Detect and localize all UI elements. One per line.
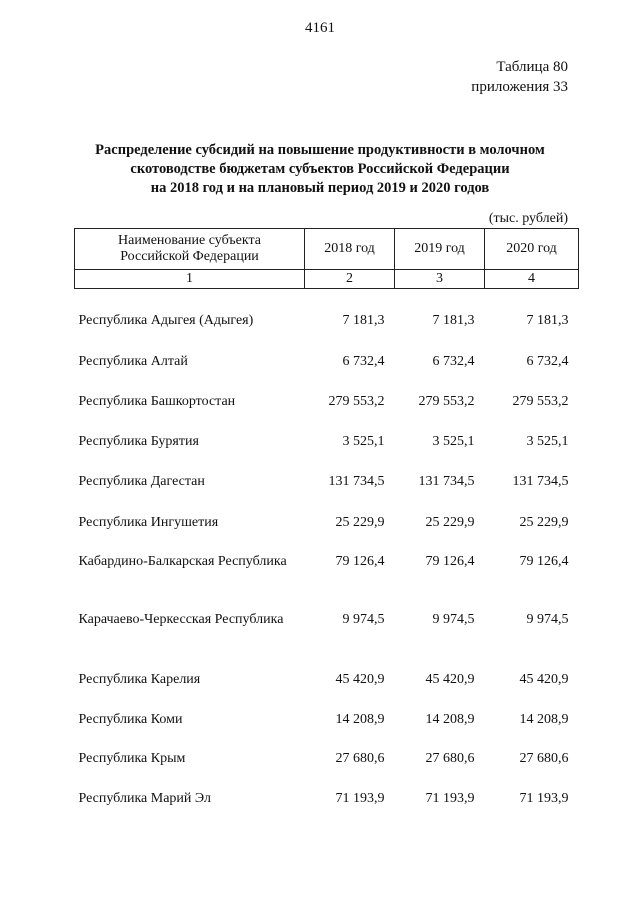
title-line-2: скотоводстве бюджетам субъектов Российской Федерации [130,161,510,177]
value-2018: 27 680,6 [335,750,385,766]
header-2020: 2020 год [485,229,579,270]
header-region-name [75,229,305,270]
table-row [75,552,579,610]
header-2018: 2018 год [305,229,395,270]
value-2018: 45 420,9 [335,671,385,687]
value-2020: 7 181,3 [526,312,569,328]
value-2020: 279 553,2 [512,393,569,409]
value-2020: 14 208,9 [519,711,569,727]
column-number: 1 [75,270,305,289]
header-name-line-1: Наименование субъекта [118,233,261,248]
value-2020: 131 734,5 [512,473,569,489]
region-name: Кабардино-Балкарская Республика [78,553,287,569]
value-2020: 79 126,4 [519,553,569,569]
column-number-row [75,270,579,289]
value-2018: 71 193,9 [335,790,385,806]
column-number: 3 [395,270,485,289]
value-2019: 279 553,2 [418,393,475,409]
region-name: Карачаево-Черкесская Республика [78,611,284,627]
value-2019: 6 732,4 [432,353,475,369]
units-label: (тыс. рублей) [488,211,568,226]
column-number: 4 [485,270,579,289]
value-2018: 9 974,5 [342,611,385,627]
table-row [75,352,579,392]
column-number: 2 [305,270,395,289]
value-2019: 25 229,9 [425,514,475,530]
header-2019: 2019 год [395,229,485,270]
table-row [75,789,579,829]
region-name: Республика Марий Эл [78,790,211,806]
page-number: 4161 [305,20,335,36]
value-2020: 27 680,6 [519,750,569,766]
table-header-row [75,229,579,270]
table-row [75,311,579,352]
value-2019: 27 680,6 [425,750,475,766]
value-2019: 3 525,1 [432,433,475,449]
region-name: Республика Коми [78,711,183,727]
value-2018: 14 208,9 [335,711,385,727]
region-name: Республика Ингушетия [78,514,219,530]
value-2018: 6 732,4 [342,353,385,369]
subsidy-table [74,228,579,829]
value-2019: 79 126,4 [425,553,475,569]
value-2019: 7 181,3 [432,312,475,328]
region-name: Республика Дагестан [78,473,205,489]
value-2020: 6 732,4 [526,353,569,369]
value-2019: 71 193,9 [425,790,475,806]
table-label: Таблица 80 [496,59,568,75]
table-row [75,610,579,670]
value-2018: 3 525,1 [342,433,385,449]
value-2018: 25 229,9 [335,514,385,530]
value-2019: 45 420,9 [425,671,475,687]
table-row [75,472,579,513]
table-row [75,432,579,472]
title-line-3: на 2018 год и на плановый период 2019 и 2020 годов [150,180,490,196]
value-2018: 79 126,4 [335,553,385,569]
header-name-line-2: Российской Федерации [120,249,259,264]
value-2019: 14 208,9 [425,711,475,727]
appendix-label: приложения 33 [471,79,568,95]
table-row [75,710,579,749]
value-2018: 7 181,3 [342,312,385,328]
table-reference [471,57,568,97]
table-row [75,513,579,552]
region-name: Республика Бурятия [78,433,199,449]
value-2020: 9 974,5 [526,611,569,627]
region-name: Республика Башкортостан [78,393,236,409]
value-2019: 9 974,5 [432,611,475,627]
document-title [60,141,580,198]
table-row [75,392,579,432]
value-2020: 45 420,9 [519,671,569,687]
value-2018: 131 734,5 [328,473,385,489]
value-2019: 131 734,5 [418,473,475,489]
title-line-1: Распределение субсидий на повышение продуктивности в молочном [95,142,545,158]
region-name: Республика Крым [78,750,186,766]
value-2020: 71 193,9 [519,790,569,806]
table-row [75,670,579,710]
value-2018: 279 553,2 [328,393,385,409]
value-2020: 25 229,9 [519,514,569,530]
region-name: Республика Адыгея (Адыгея) [78,312,254,328]
value-2020: 3 525,1 [526,433,569,449]
region-name: Республика Алтай [78,353,188,369]
table-row [75,749,579,789]
region-name: Республика Карелия [78,671,201,687]
